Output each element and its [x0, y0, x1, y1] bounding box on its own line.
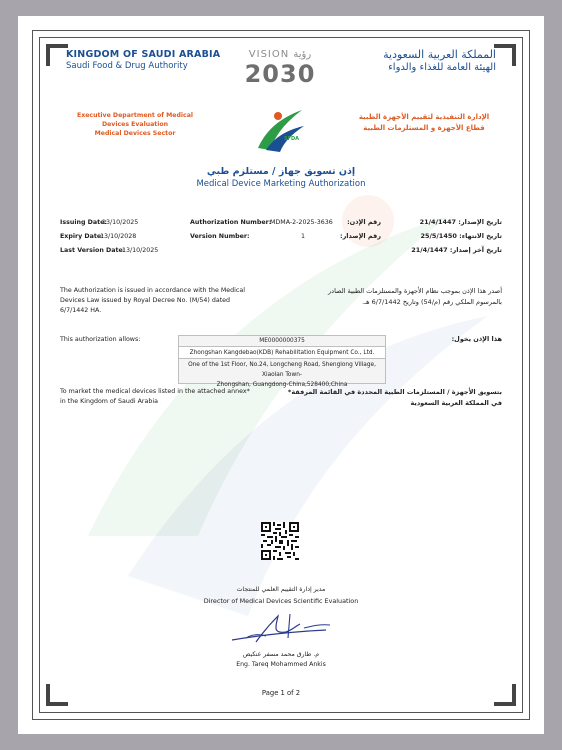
signatory-name-ar: م. طارق محمد مسفر عنكيص: [242, 651, 320, 658]
document-title-en: Medical Device Marketing Authorization: [196, 179, 366, 189]
auth-number-label-ar: رقم الإذن:: [347, 218, 381, 226]
department-en: [60, 111, 210, 138]
market-ar-2: في المملكة العربية السعودية: [410, 399, 502, 407]
vision-label: VISION رؤية: [248, 49, 312, 60]
department-en-line3: Medical Devices Sector: [94, 130, 176, 137]
law-text-ar-1: أصدر هذا الإذن بموجب نظام الأجهزة والمستلزمات الطبية الصادر: [328, 287, 502, 295]
issuing-date-value: 13/10/2025: [102, 219, 139, 226]
director-title-ar: مدير إدارة التقييم العلمي للمنتجات: [236, 586, 326, 593]
market-ar-1: بتسويق الأجهزة / المستلزمات الطبية المحددة في القائمة المرفقة*: [287, 388, 502, 396]
expiry-date-value: 13/10/2028: [100, 233, 137, 240]
allows-en: This authorization allows:: [60, 336, 141, 343]
auth-number-label: Authorization Number:: [190, 219, 272, 226]
expiry-date-label: Expiry Date:: [60, 233, 104, 240]
issuing-date-label: Issuing Date:: [60, 219, 107, 226]
market-en-1: To market the medical devices listed in the attached annex*: [60, 388, 250, 395]
sfda-logo-text: SFDA: [284, 136, 300, 142]
expiry-date-ar: تاريخ الانتهاء: 25/5/1450: [420, 232, 502, 240]
department-ar-line1: الإدارة التنفيذية لتقييم الأجهزة الطبية: [358, 113, 490, 121]
company-address-1: One of the 1st Floor, No.24, Longcheng Road, Shenglong Village, Xiaolan Town-: [188, 362, 376, 378]
version-number-label: Version Number:: [190, 233, 250, 240]
document-page: [18, 16, 544, 734]
law-text-en-3: 6/7/1442 HA.: [60, 307, 102, 314]
document-title-ar: إذن تسويق جهاز / مستلزم طبي: [206, 166, 356, 177]
corner-ornament: [494, 44, 516, 66]
authority-name-ar: الهيئة العامة للغذاء والدواء: [388, 62, 496, 73]
authority-name-en: Saudi Food & Drug Authority: [66, 61, 188, 71]
market-en-2: in the Kingdom of Saudi Arabia: [60, 398, 158, 405]
director-title-en: Director of Medical Devices Scientific Evaluation: [203, 597, 359, 605]
company-address-2: Zhongshan, Guangdong-China,528400,China: [216, 382, 348, 388]
issue-date-ar: تاريخ الإصدار: 21/4/1447: [419, 218, 502, 226]
version-number-label-ar: رقم الإصدار:: [339, 232, 381, 240]
page-number: Page 1 of 2: [261, 689, 301, 697]
vision-year: 2030: [244, 60, 316, 88]
department-en-line2: Devices Evaluation: [101, 121, 169, 128]
allows-ar: هذا الإذن يخول:: [451, 335, 502, 343]
signatory-name-en: Eng. Tareq Mohammed Ankis: [236, 661, 326, 668]
corner-ornament: [46, 44, 68, 66]
version-number-value: 1: [301, 233, 306, 240]
company-name: Zhongshan Kangdebao(KDB) Rehabilitation Equipment Co., Ltd.: [189, 350, 375, 356]
last-version-label: Last Version Date:: [60, 247, 126, 254]
company-id: ME0000000375: [259, 338, 305, 344]
department-ar-line2: قطاع الأجهزة و المستلزمات الطبية: [363, 124, 485, 132]
auth-number-value: MDMA-2-2025-3636: [270, 219, 333, 226]
last-version-value: 13/10/2025: [122, 247, 159, 254]
country-name-ar: المملكة العربية السعودية: [383, 48, 496, 61]
law-text-en-1: The Authorization is issued in accordance with the Medical: [60, 287, 245, 294]
signature-image: [226, 608, 336, 648]
country-name-en: KINGDOM OF SAUDI ARABIA: [66, 49, 221, 60]
qr-code-icon: [261, 522, 299, 560]
law-text-en-2: Devices Law issued by Royal Decree No. (M/54) dated: [60, 297, 231, 304]
law-text-ar-2: بالمرسوم الملكي رقم (م/54) وتاريخ 6/7/1442 هـ.: [362, 298, 502, 306]
department-ar: [344, 112, 504, 134]
sfda-logo-icon: [252, 104, 308, 154]
last-version-ar: تاريخ آخر إصدار: 21/4/1447: [411, 246, 502, 254]
department-en-line1: Executive Department of Medical: [76, 112, 194, 119]
company-address-cell: [178, 358, 386, 388]
